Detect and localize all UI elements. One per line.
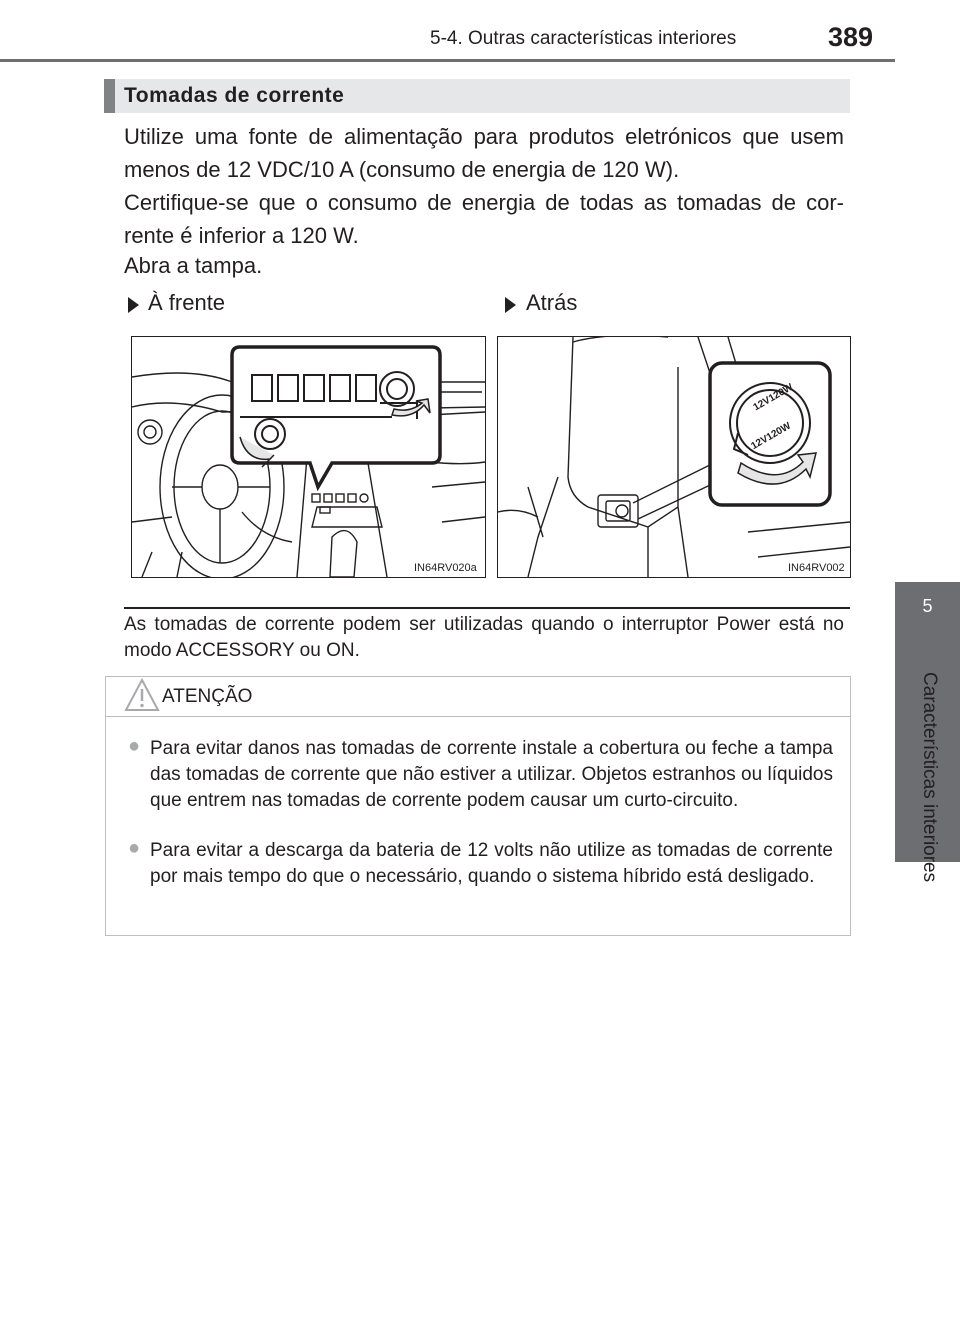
bullet-icon: ● (128, 735, 141, 757)
warning-item-2: Para evitar a descarga da bateria de 12 volts não utilize as tomadas de corrente por mais tempo do que o necessário, quando o sistema híbrido está desligado. (150, 840, 833, 887)
warning-title: ATENÇÃO (162, 686, 253, 707)
rear-label: Atrás (526, 290, 578, 315)
running-header: 5-4. Outras características interiores (430, 28, 737, 49)
note-text: As tomadas de corrente podem ser utilizadas quando o interruptor Power está no modo ACCESSORY ou ON. (124, 614, 844, 661)
warning-triangle-icon (124, 678, 160, 717)
rear-figure-code: IN64RV002 (788, 562, 845, 574)
header-rule (0, 59, 895, 62)
front-label: À frente (148, 290, 226, 315)
triangle-bullet-icon (128, 297, 139, 313)
cap-marking-bottom: 12V120W (749, 420, 793, 453)
section-heading-bar (104, 79, 115, 113)
warning-separator (106, 716, 850, 717)
front-outlet-illustration (131, 336, 486, 578)
section-title: Tomadas de corrente (124, 84, 345, 107)
warning-item-1: Para evitar danos nas tomadas de corrente instale a cobertura ou feche a tampa das tomadas de corrente que não estiver a utilizar. Objetos estranhos ou líquidos que entrem nas tomadas de corrente podem causar um curto-circuito. (150, 738, 833, 811)
paragraph-usage: Utilize uma fonte de alimentação para produtos eletrónicos que usem menos de 12 VDC/10 A (consumo de energia de 120 W). (124, 124, 844, 182)
bullet-icon: ● (128, 837, 141, 859)
front-figure-code: IN64RV020a (414, 562, 477, 574)
triangle-bullet-icon (505, 297, 516, 313)
paragraph-open-cover: Abra a tampa. (124, 253, 263, 278)
note-rule (124, 607, 850, 609)
cap-marking-top: 12V120W (751, 381, 796, 414)
rear-outlet-illustration (497, 336, 851, 578)
paragraph-consumption: Certifique-se que o consumo de energia de todas as tomadas de cor-rente é inferior a 120 W. (124, 190, 844, 248)
chapter-title: Características interiores (919, 672, 940, 883)
chapter-number: 5 (922, 596, 933, 616)
page-number: 389 (828, 22, 874, 52)
